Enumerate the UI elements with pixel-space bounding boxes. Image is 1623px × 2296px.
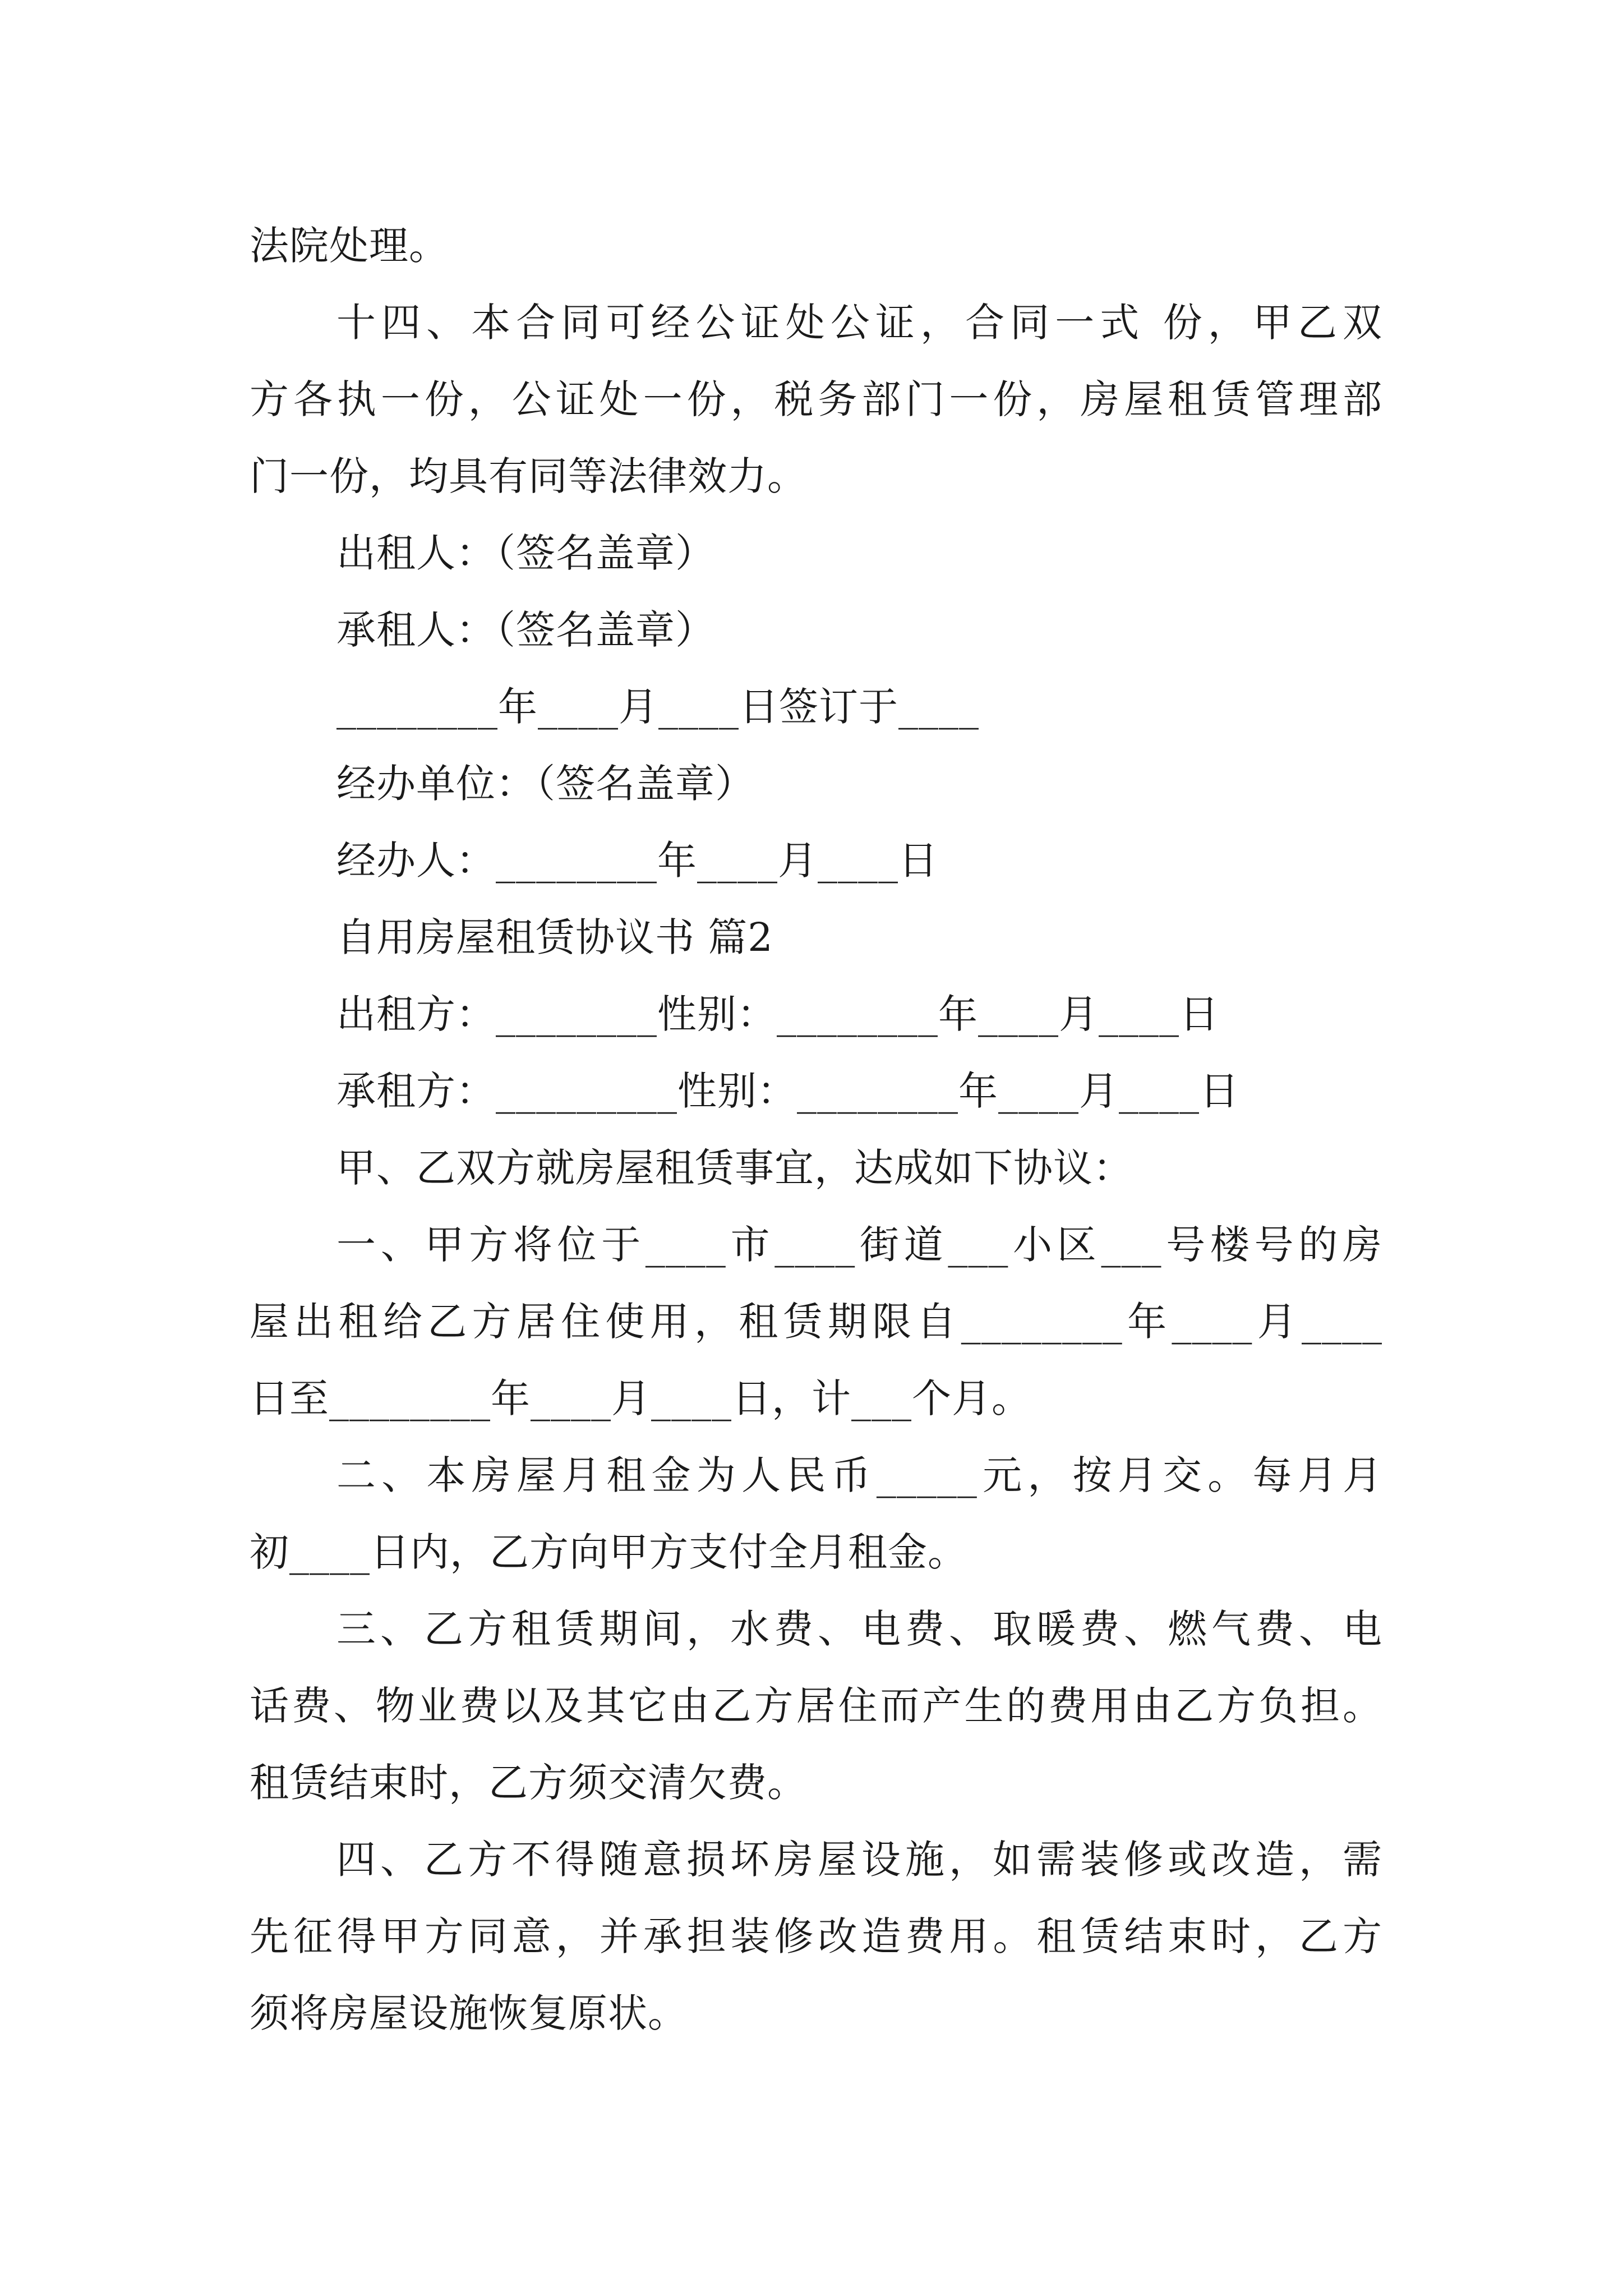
clause-4-line-2: 先征得甲方同意，并承担装修改造费用。租赁结束时，乙方: [250, 1913, 1382, 1959]
clause-2-line-2: 初____日内，乙方向甲方支付全月租金。: [250, 1529, 967, 1575]
lessee-signature-line: 承租人：（签名盖章）: [336, 607, 715, 653]
clause-14-line-1: 十四、本合同可经公证处公证，合同一式 份，甲乙双: [336, 300, 1382, 346]
clause-1-line-1: 一、甲方将位于____市____街道___小区___号楼号的房: [336, 1222, 1382, 1268]
section-title: 自用房屋租赁协议书 篇2: [336, 914, 773, 960]
lessee-info-line: 承租方：_________性别：________年____月____日: [336, 1068, 1239, 1114]
clause-1-line-3: 日至________年____月____日，计___个月。: [250, 1375, 1031, 1421]
lessor-info-line: 出租方：________性别：________年____月____日: [336, 991, 1219, 1037]
clause-4-line-1: 四、乙方不得随意损坏房屋设施，如需装修或改造，需: [336, 1837, 1382, 1883]
handling-unit-line: 经办单位：（签名盖章）: [336, 761, 755, 807]
clause-4-line-3: 须将房屋设施恢复原状。: [250, 1990, 688, 2036]
clause-3-line-3: 租赁结束时，乙方须交清欠费。: [250, 1760, 807, 1806]
paragraph-line: 法院处理。: [250, 223, 449, 269]
clause-3-line-1: 三、乙方租赁期间，水费、电费、取暖费、燃气费、电: [336, 1606, 1382, 1652]
clause-14-line-2: 方各执一份，公证处一份，税务部门一份，房屋租赁管理部: [250, 376, 1382, 422]
clause-3-line-2: 话费、物业费以及其它由乙方居住而产生的费用由乙方负担。: [250, 1683, 1382, 1729]
lessor-signature-line: 出租人：（签名盖章）: [336, 530, 715, 576]
clause-2-line-1: 二、本房屋月租金为人民币_____元，按月交。每月月: [336, 1452, 1382, 1498]
document-page: [250, 208, 1382, 2052]
clause-1-line-2: 屋出租给乙方居住使用，租赁期限自________年____月____: [250, 1299, 1382, 1345]
agreement-intro-line: 甲、乙双方就房屋租赁事宜，达成如下协议：: [336, 1145, 1133, 1191]
signing-date-line: ________年____月____日签订于____: [336, 684, 979, 730]
handler-date-line: 经办人：________年____月____日: [336, 838, 938, 884]
clause-14-line-3: 门一份，均具有同等法律效力。: [250, 453, 807, 499]
